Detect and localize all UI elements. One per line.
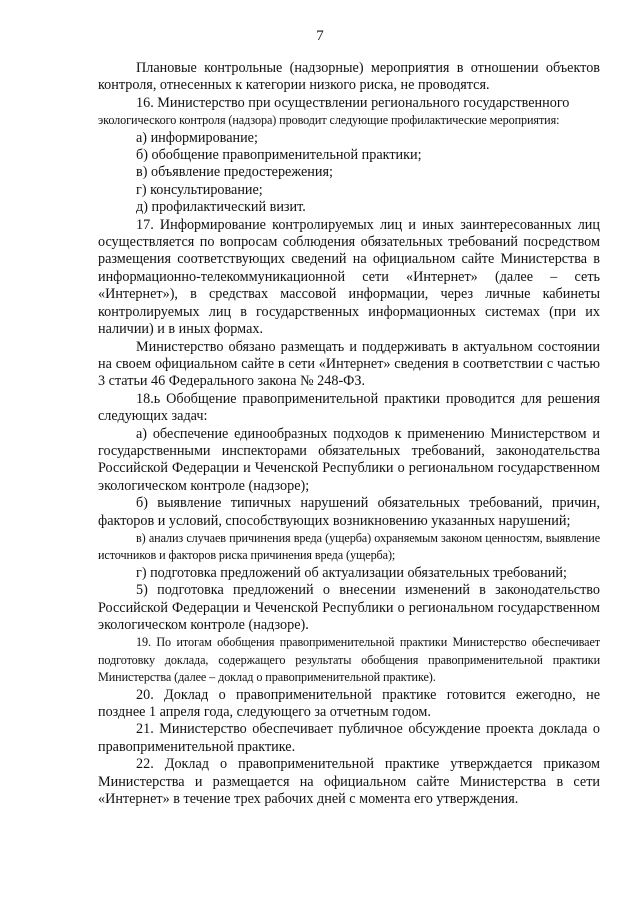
list-item: г) подготовка предложений об актуализации обязательных требований;	[136, 564, 567, 581]
paragraph: 20. Доклад о правоприменительной практике готовится ежегодно, не позднее 1 апреля года, следующего за отчетным годом.	[98, 686, 600, 721]
list-item: а) обеспечение единообразных подходов к применению Министерством и государственными инспекторами обязательных требований, законодательства Российской Федерации и Чеченской Республики о региональном государственном экологическом контроле (надзоре);	[98, 425, 600, 494]
paragraph: Плановые контрольные (надзорные) мероприятия в отношении объектов контроля, отнесенных к категории низкого риска, не проводятся.	[98, 60, 600, 94]
list-item: в) анализ случаев причинения вреда (ущерба) охраняемым законом ценностям, выявление источников и факторов риска причинения вреда (ущерба);	[98, 530, 600, 563]
paragraph: экологического контроля (надзора) проводит следующие профилактические мероприятия:	[98, 113, 560, 128]
list-item: б) обобщение правоприменительной практики;	[136, 147, 422, 164]
paragraph: 18.ь Обобщение правоприменительной практики проводится для решения следующих задач:	[98, 390, 600, 425]
list-item: б) выявление типичных нарушений обязательных требований, причин, факторов и условий, способствующих возникновению указанных нарушений;	[98, 495, 600, 529]
list-item: а) информирование;	[136, 129, 258, 146]
list-item: г) консультирование;	[136, 181, 263, 198]
document-body	[98, 60, 600, 808]
list-item: д) профилактический визит.	[136, 199, 306, 216]
paragraph: Министерство обязано размещать и поддерживать в актуальном состоянии на своем официальном сайте в сети «Интернет» сведения в соответствии с частью 3 статьи 46 Федерального закона № 248-ФЗ.	[98, 338, 600, 390]
list-item: в) объявление предостережения;	[136, 164, 333, 181]
paragraph: 17. Информирование контролируемых лиц и иных заинтересованных лиц осуществляется по вопросам соблюдения обязательных требований посредством размещения соответствующих сведений на официальном сайте Министерства в информационно-телекоммуникационной сети «Интернет» (далее – сеть «Интернет»), в средствах массовой информации, через личные кабинеты контролируемых лиц в государственных информационных системах (при их наличии) и в иных формах.	[98, 216, 600, 338]
paragraph: 16. Министерство при осуществлении регионального государственного	[136, 94, 570, 111]
paragraph: 22. Доклад о правоприменительной практике утверждается приказом Министерства и размещается на официальном сайте Министерства в сети «Интернет» в течение трех рабочих дней с момента его утверждения.	[98, 756, 600, 808]
paragraph: 19. По итогам обобщения правоприменительной практики Министерство обеспечивает подготовку доклада, содержащего результаты обобщения правоприменительной практики Министерства (далее – доклад о правоприменительной практике).	[98, 635, 600, 685]
page-number: 7	[316, 28, 324, 44]
paragraph: 21. Министерство обеспечивает публичное обсуждение проекта доклада о правоприменительной практике.	[98, 721, 600, 755]
list-item: 5) подготовка предложений о внесении изменений в законодательство Российской Федерации и Чеченской Республики о региональном государственном экологическом контроле (надзоре).	[98, 582, 600, 633]
